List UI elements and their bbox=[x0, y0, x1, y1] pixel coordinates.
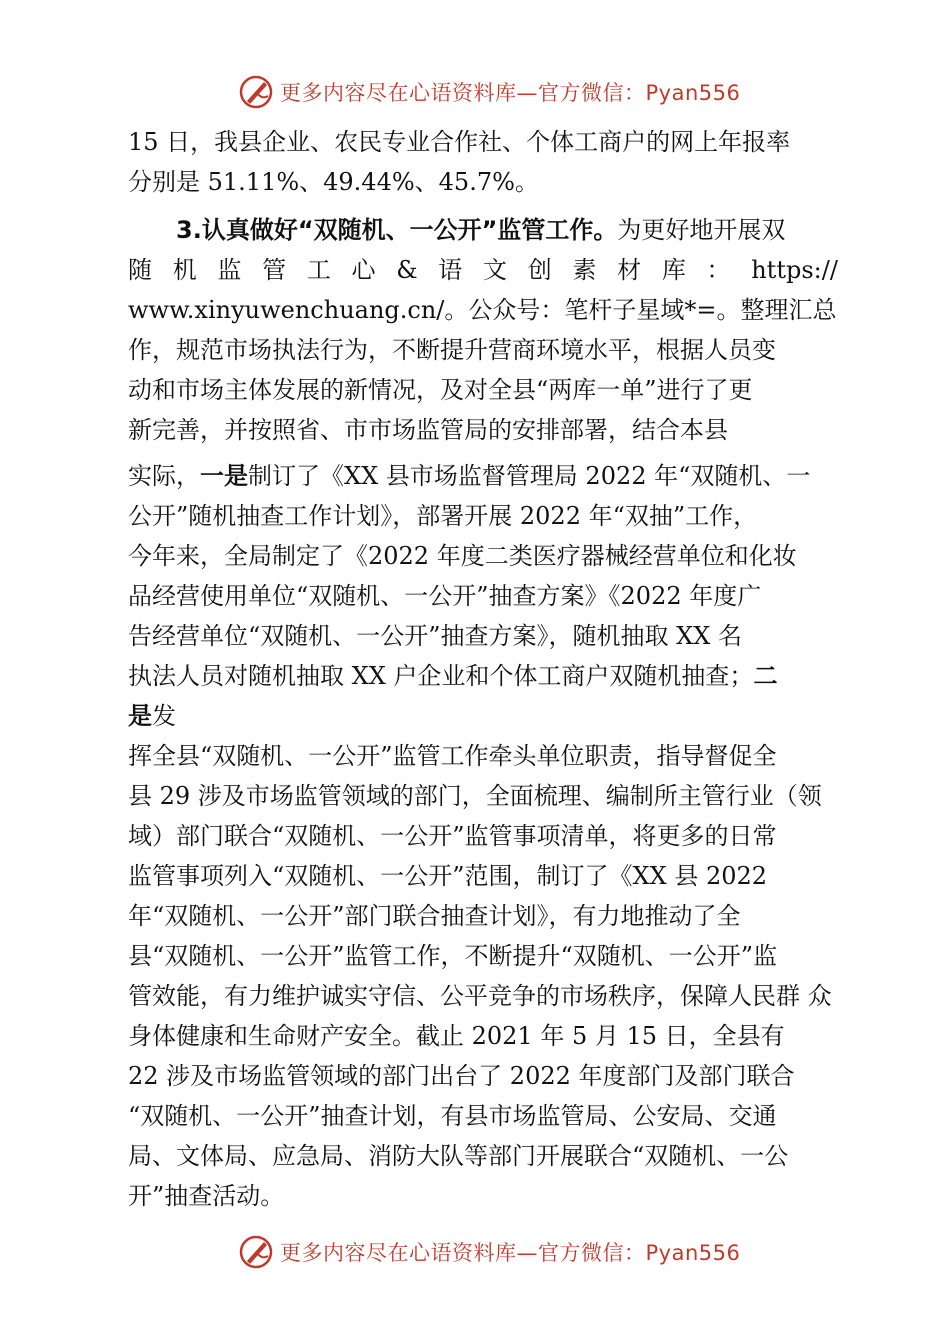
text-line: 域）部门联合“双随机、一公开”监管事项清单，将更多的日常 bbox=[128, 822, 777, 850]
text-line: 挥全县“双随机、一公开”监管工作牵头单位职责，指导督促全 bbox=[128, 742, 777, 770]
text-line: 年“双随机、一公开”部门联合抽查计划》，有力地推动了全 bbox=[128, 902, 741, 930]
text-line: 动和市场主体发展的新情况，及对全县“两库一单”进行了更 bbox=[128, 376, 753, 404]
emphasis-second-cont: 是 bbox=[128, 702, 152, 730]
section-heading-line bbox=[128, 210, 838, 250]
text-line: 公开”随机抽查工作计划》，部署开展 2022 年“双抽”工作， bbox=[128, 502, 758, 530]
text-line: 管效能，有力维护诚实守信、公平竞争的市场秩序，保障人民群 众 bbox=[128, 982, 832, 1010]
text-line: 告经营单位“双随机、一公开”抽查方案》，随机抽取 XX 名 bbox=[128, 622, 742, 650]
text-line: 身体健康和生命财产安全。截止 2021 年 5 月 15 日，全县有 bbox=[128, 1022, 785, 1050]
text-line: 是发 bbox=[128, 702, 176, 730]
text-line: www.xinyuwenchuang.cn/。公众号：笔杆子星域*=。整理汇总 bbox=[128, 296, 837, 324]
text-line: 分别是 51.11%、49.44%、45.7%。 bbox=[128, 168, 539, 196]
watermark-text: 更多内容尽在心语资料库—官方微信：Pyan556 bbox=[280, 1241, 741, 1265]
text-line: 今年来，全局制定了《2022 年度二类医疗器械经营单位和化妆 bbox=[128, 542, 797, 570]
text-line: 15 日，我县企业、农民专业合作社、个体工商户的网上年报率 bbox=[128, 128, 791, 156]
text-line-justified: 随 机 监 管 工 心 & 语 文 创 素 材 库 ： https:// bbox=[128, 256, 838, 284]
text-line: 新完善，并按照省、市市场监管局的安排部署，结合本县 bbox=[128, 416, 728, 444]
pen-in-circle-icon bbox=[238, 74, 274, 110]
text-line: 局、文体局、应急局、消防大队等部门开展联合“双随机、一公 bbox=[128, 1142, 789, 1170]
text-span: 为更好地开展双 bbox=[617, 216, 786, 244]
header-watermark bbox=[238, 72, 758, 112]
document-body bbox=[128, 122, 838, 1216]
text-line: 实际，一是制订了《XX 县市场监督管理局 2022 年“双随机、一 bbox=[128, 462, 811, 490]
pen-in-circle-icon bbox=[238, 1234, 274, 1270]
emphasis-first: 一是 bbox=[200, 462, 248, 490]
text-line: 县“双随机、一公开”监管工作，不断提升“双随机、一公开”监 bbox=[128, 942, 778, 970]
text-line: 开”抽查活动。 bbox=[128, 1182, 285, 1210]
text-line: 22 涉及市场监管领域的部门出台了 2022 年度部门及部门联合 bbox=[128, 1062, 795, 1090]
text-line: 品经营使用单位“双随机、一公开”抽查方案》《2022 年度广 bbox=[128, 582, 762, 610]
text-line: “双随机、一公开”抽查计划，有县市场监管局、公安局、交通 bbox=[128, 1102, 777, 1130]
watermark-text: 更多内容尽在心语资料库—官方微信：Pyan556 bbox=[280, 81, 741, 105]
text-line: 执法人员对随机抽取 XX 户企业和个体工商户双随机抽查；二 bbox=[128, 662, 778, 690]
section-heading: 3.认真做好“双随机、一公开”监管工作。 bbox=[176, 216, 618, 244]
text-line: 监管事项列入“双随机、一公开”范围，制订了《XX 县 2022 bbox=[128, 862, 768, 890]
emphasis-second: 二 bbox=[753, 662, 778, 690]
text-line: 作，规范市场执法行为，不断提升营商环境水平，根据人员变 bbox=[128, 336, 776, 364]
footer-watermark bbox=[238, 1232, 758, 1272]
text-line: 县 29 涉及市场监管领域的部门，全面梳理、编制所主管行业（领 bbox=[128, 782, 822, 810]
